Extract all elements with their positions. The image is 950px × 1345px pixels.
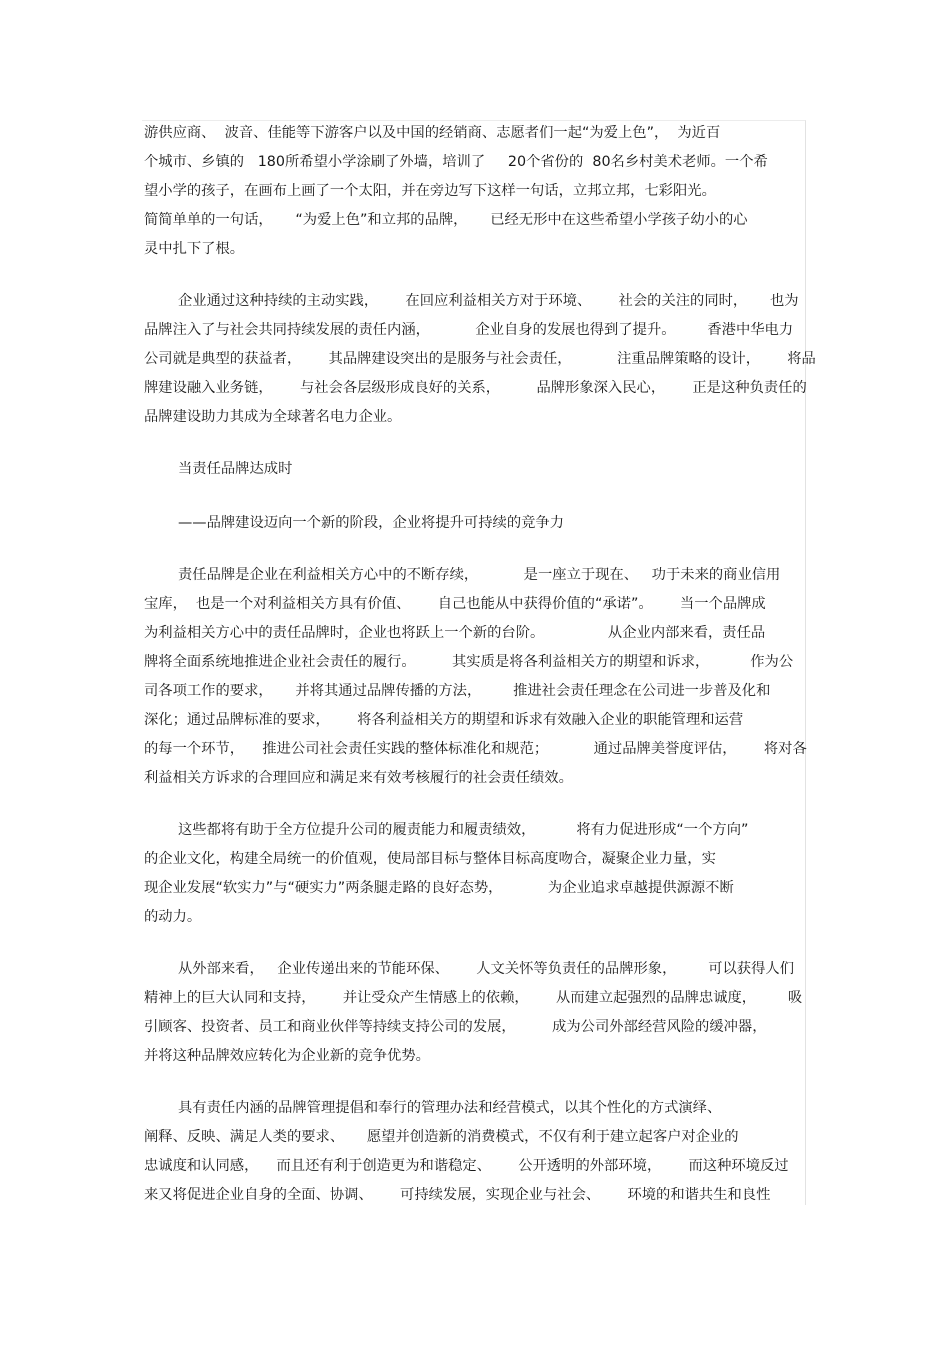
paragraph-6-line-4: 来又将促进企业自身的全面、协调、 可持续发展，实现企业与社会、 环境的和谐共生和良性 xyxy=(144,1187,771,1203)
paragraph-4-line-3: 现企业发展“软实力”与“硬实力”两条腿走路的良好态势， 为企业追求卓越提供源源不断 xyxy=(144,880,734,896)
paragraph-2-line-1: 企业通过这种持续的主动实践， 在回应利益相关方对于环境、 社会的关注的同时， 也为 xyxy=(178,293,799,309)
paragraph-4-line-2: 的企业文化，构建全局统一的价值观，使局部目标与整体目标高度吻合，凝聚企业力量，实 xyxy=(144,851,716,867)
paragraph-6-line-3: 忠诚度和认同感， 而且还有利于创造更为和谐稳定、 公开透明的外部环境， 而这种环境反过 xyxy=(144,1158,789,1174)
paragraph-3-line-7: 的每一个环节， 推进公司社会责任实践的整体标准化和规范； 通过品牌美誉度评估， 将对各 xyxy=(144,741,807,757)
section-heading: 当责任品牌达成时 xyxy=(178,461,293,477)
paragraph-5-line-3: 引顾客、投资者、员工和商业伙伴等持续支持公司的发展， 成为公司外部经营风险的缓冲器， xyxy=(144,1019,767,1035)
section-subheading: ——品牌建设迈向一个新的阶段，企业将提升可持续的竞争力 xyxy=(178,515,565,531)
paragraph-2-line-3: 公司就是典型的获益者， 其品牌建设突出的是服务与社会责任， 注重品牌策略的设计， 将品 xyxy=(144,351,816,367)
paragraph-1-line-1: 游供应商、 波音、佳能等下游客户以及中国的经销商、志愿者们一起“为爱上色”， 为近百 xyxy=(144,125,721,141)
paragraph-3-line-8: 利益相关方诉求的合理回应和满足来有效考核履行的社会责任绩效。 xyxy=(144,770,573,786)
paragraph-6-line-2: 阐释、反映、满足人类的要求、 愿望并创造新的消费模式，不仅有利于建立起客户对企业的 xyxy=(144,1129,739,1145)
paragraph-4-line-1: 这些都将有助于全方位提升公司的履责能力和履责绩效， 将有力促进形成“一个方向” xyxy=(178,822,749,838)
paragraph-2-line-4: 牌建设融入业务链， 与社会各层级形成良好的关系， 品牌形象深入民心， 正是这种负责任的 xyxy=(144,380,807,396)
paragraph-4-line-4: 的动力。 xyxy=(144,909,202,925)
paragraph-5-line-1: 从外部来看， 企业传递出来的节能环保、 人文关怀等负责任的品牌形象， 可以获得人们 xyxy=(178,961,794,977)
paragraph-1-line-3: 望小学的孩子，在画布上画了一个太阳，并在旁边写下这样一句话，立邦立邦，七彩阳光。 xyxy=(144,183,716,199)
paragraph-3-line-1: 责任品牌是企业在利益相关方心中的不断存续， 是一座立于现在、 功于未来的商业信用 xyxy=(178,567,781,583)
paragraph-6-line-1: 具有责任内涵的品牌管理提倡和奉行的管理办法和经营模式，以其个性化的方式演绎、 xyxy=(178,1100,722,1116)
paragraph-3-line-2: 宝库， 也是一个对利益相关方具有价值、 自己也能从中获得价值的“承诺”。 当一个品牌成 xyxy=(144,596,766,612)
paragraph-2-line-2: 品牌注入了与社会共同持续发展的责任内涵， 企业自身的发展也得到了提升。 香港中华电力 xyxy=(144,322,794,338)
paragraph-5-line-4: 并将这种品牌效应转化为企业新的竞争优势。 xyxy=(144,1048,430,1064)
paragraph-2-line-5: 品牌建设助力其成为全球著名电力企业。 xyxy=(144,409,402,425)
paragraph-3-line-6: 深化；通过品牌标准的要求， 将各利益相关方的期望和诉求有效融入企业的职能管理和运营 xyxy=(144,712,744,728)
paragraph-1-line-5: 灵中扎下了根。 xyxy=(144,241,245,257)
paragraph-1-line-2: 个城市、乡镇的 180所希望小学涂刷了外墙，培训了 20个省份的 80名乡村美术老师。一个希 xyxy=(144,154,768,170)
paragraph-3-line-3: 为利益相关方心中的责任品牌时，企业也将跃上一个新的台阶。 从企业内部来看，责任品 xyxy=(144,625,766,641)
paragraph-3-line-4: 牌将全面系统地推进企业社会责任的履行。 其实质是将各利益相关方的期望和诉求， 作为公 xyxy=(144,654,794,670)
paragraph-5-line-2: 精神上的巨大认同和支持， 并让受众产生情感上的依赖， 从而建立起强烈的品牌忠诚度， 吸 xyxy=(144,990,803,1006)
paragraph-3-line-5: 司各项工作的要求， 并将其通过品牌传播的方法， 推进社会责任理念在公司进一步普及化和 xyxy=(144,683,771,699)
paragraph-1-line-4: 简简单单的一句话， “为爱上色”和立邦的品牌， 已经无形中在这些希望小学孩子幼小的心 xyxy=(144,212,748,228)
